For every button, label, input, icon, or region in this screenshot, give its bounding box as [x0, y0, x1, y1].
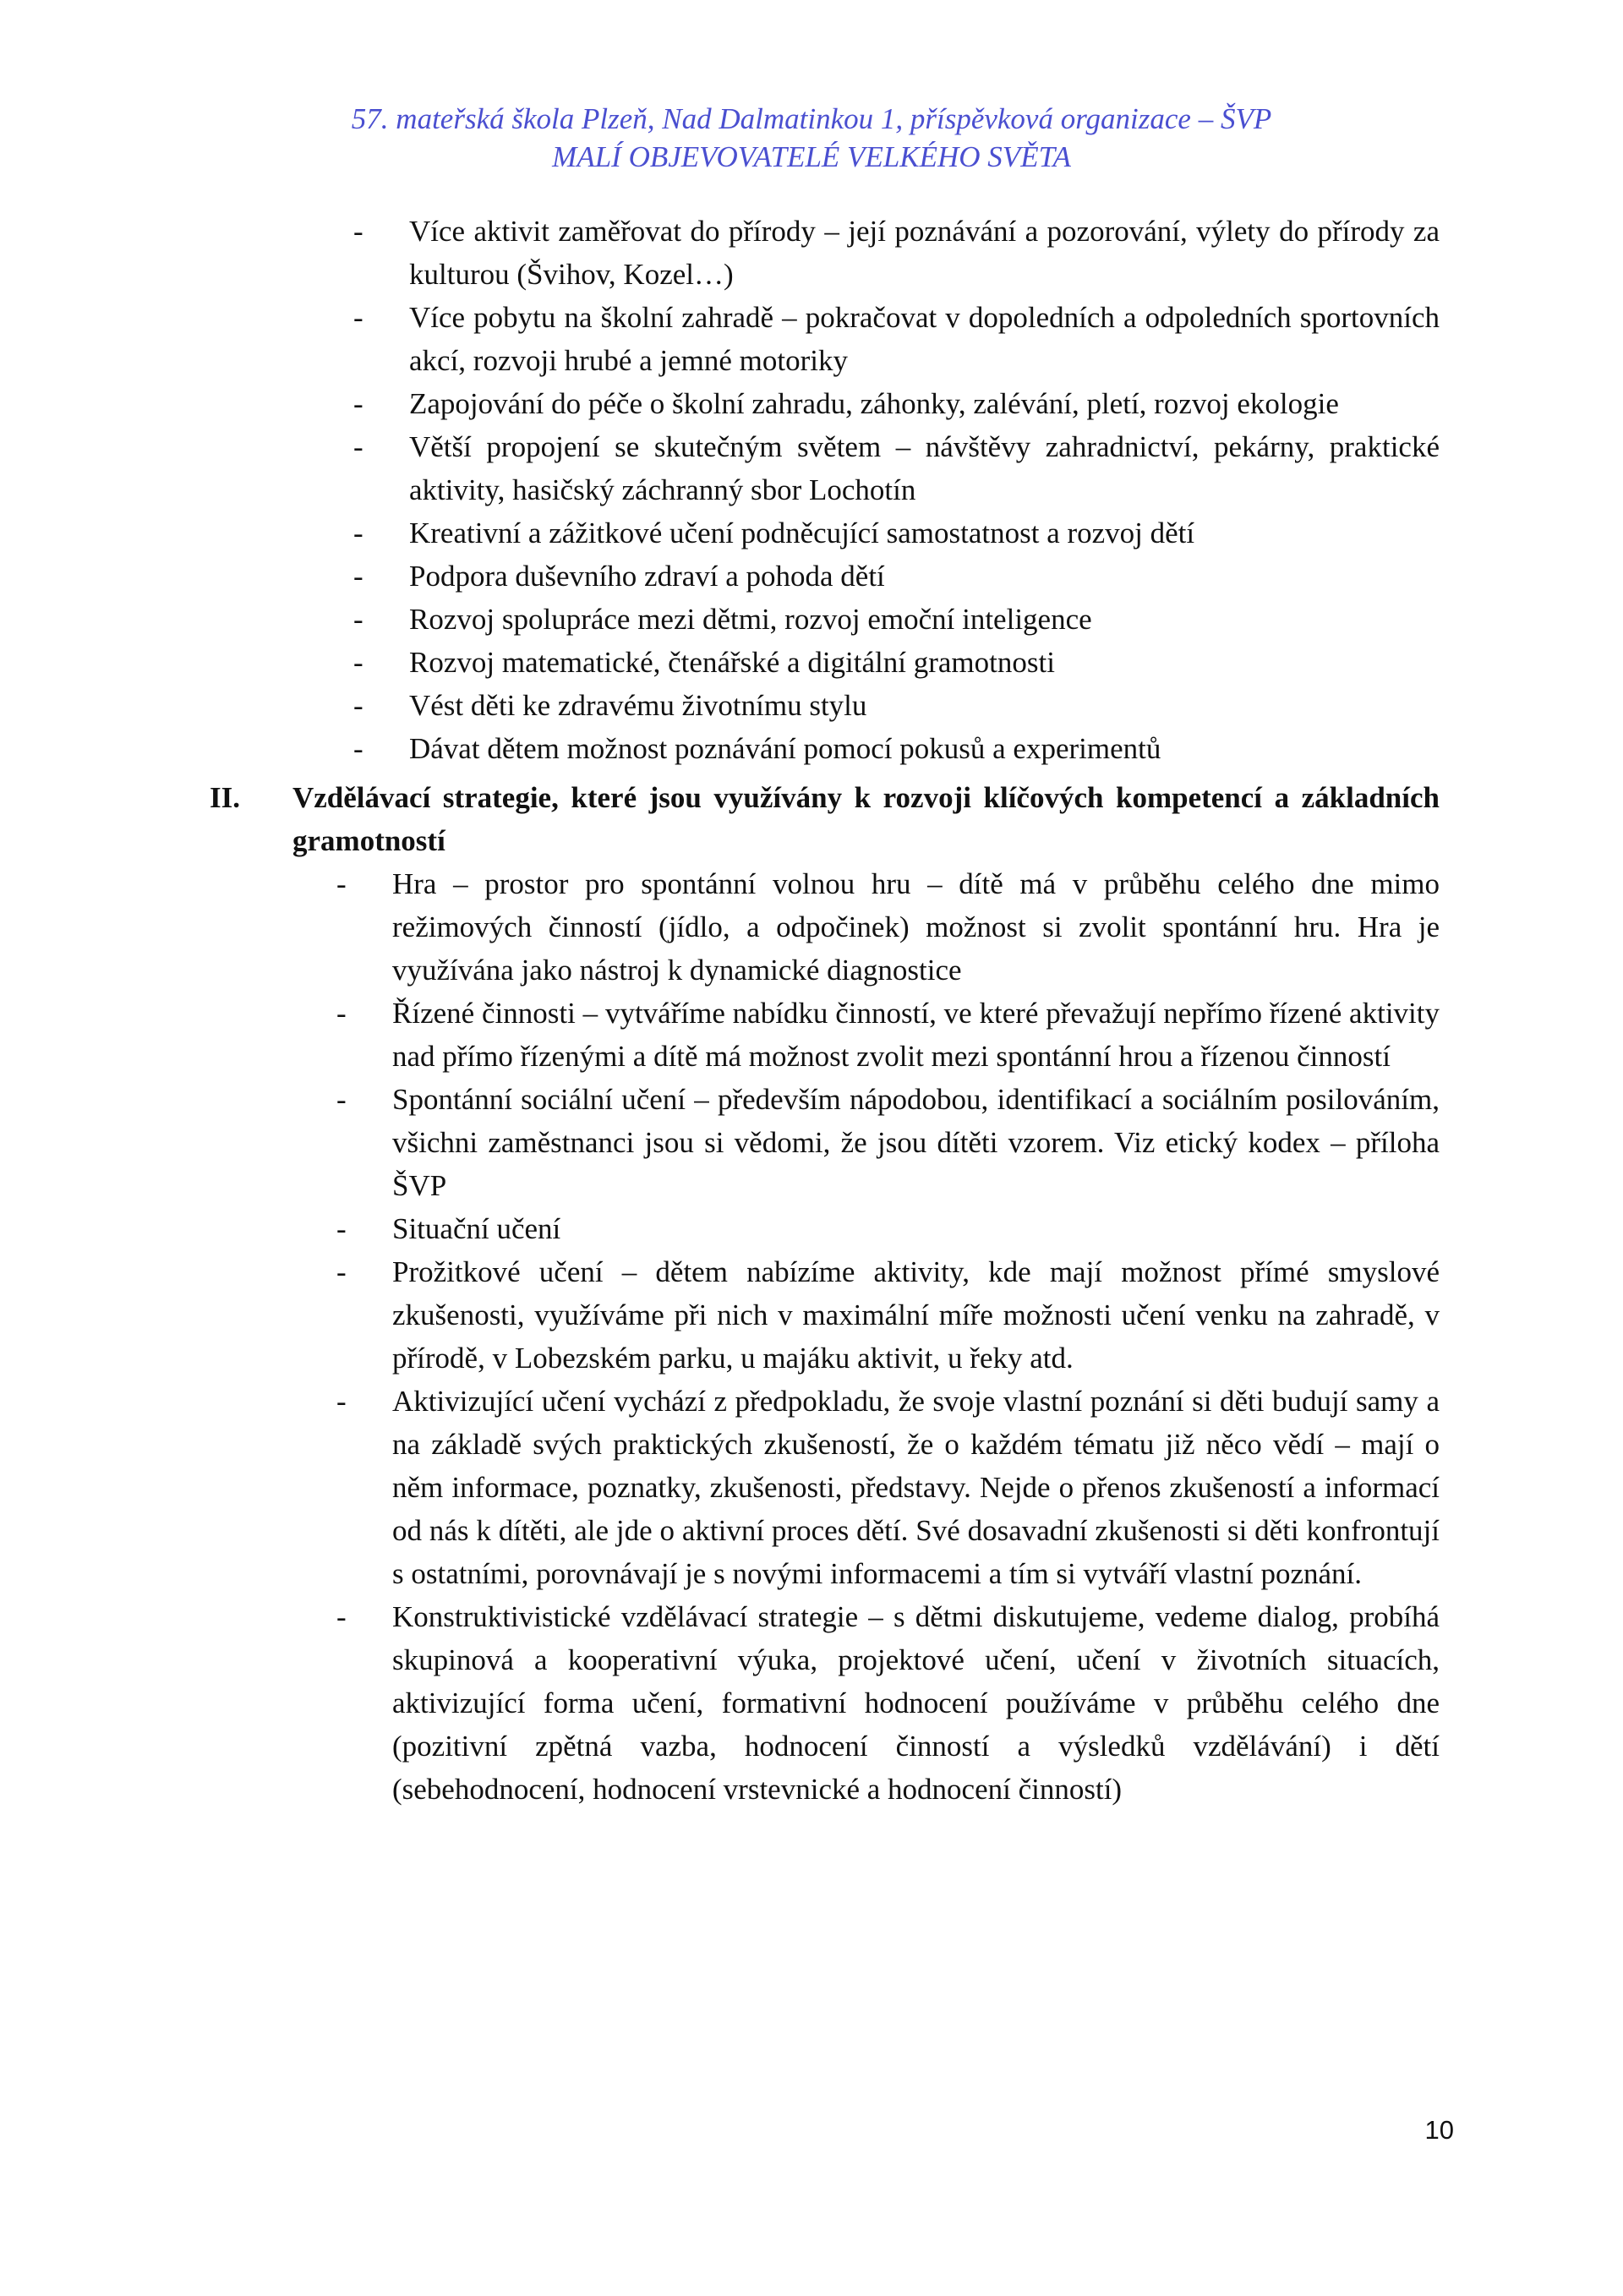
list-bullet: -: [336, 867, 347, 900]
list-item: [353, 210, 1440, 296]
list-item: [353, 684, 1440, 727]
list-item-text: Konstruktivistické vzdělávací strategie – s dětmi diskutujeme, vedeme dialog, probíhá skupinová a kooperativní výuka, projektové učení, učení v životních situacích, aktivizující forma učení, formativní hodnocení používáme v průběhu celého dne (pozitivní zpětná vazba, hodnocení činností a výsledků vzdělávání) i dětí (sebehodnocení, hodnocení vrstevnické a hodnocení činností): [392, 1600, 1440, 1806]
header-program-title: MALÍ OBJEVOVATELÉ VELKÉHO SVĚTA: [552, 140, 1071, 173]
list-item-text: Rozvoj spolupráce mezi dětmi, rozvoj emoční inteligence: [409, 603, 1092, 636]
list-item: [353, 727, 1440, 770]
page-number: 10: [1424, 2115, 1454, 2145]
list-item: [353, 555, 1440, 598]
list-bullet: -: [353, 430, 363, 463]
list-bullet: -: [336, 1083, 347, 1116]
list-bullet: -: [353, 603, 363, 636]
header-school-name: 57. mateřská škola Plzeň, Nad Dalmatinkou 1, příspěvková organizace – ŠVP: [351, 102, 1272, 135]
list-bullet: -: [353, 301, 363, 334]
list-bullet: -: [353, 387, 363, 420]
list-bullet: -: [336, 1600, 347, 1633]
list-item-text: Rozvoj matematické, čtenářské a digitální gramotnosti: [409, 646, 1055, 679]
section-title: Vzdělávací strategie, které jsou využívány k rozvoji klíčových kompetencí a základních gramotností: [292, 781, 1440, 857]
list-item-text: Kreativní a zážitkové učení podněcující samostatnost a rozvoj dětí: [409, 517, 1195, 549]
list-bullet: -: [353, 732, 363, 765]
list-item-text: Zapojování do péče o školní zahradu, záhonky, zalévání, pletí, rozvoj ekologie: [409, 387, 1339, 420]
priorities-list: [353, 210, 1440, 770]
list-item-text: Podpora duševního zdraví a pohoda dětí: [409, 560, 885, 593]
list-item: [336, 1207, 1440, 1250]
list-item: [353, 382, 1440, 425]
list-item-text: Situační učení: [392, 1212, 561, 1245]
list-item-text: Větší propojení se skutečným světem – návštěvy zahradnictví, pekárny, praktické aktivity, hasičský záchranný sbor Lochotín: [409, 430, 1440, 506]
list-item: [336, 1078, 1440, 1207]
list-item: [336, 1380, 1440, 1595]
list-item-text: Řízené činnosti – vytváříme nabídku činností, ve které převažují nepřímo řízené aktivity nad přímo řízenými a dítě má možnost zvolit mezi spontánní hrou a řízenou činností: [392, 997, 1440, 1073]
list-bullet: -: [353, 215, 363, 248]
list-item: [336, 992, 1440, 1078]
list-item-text: Více pobytu na školní zahradě – pokračovat v dopoledních a odpoledních sportovních akcí, rozvoji hrubé a jemné motoriky: [409, 301, 1440, 377]
list-bullet: -: [336, 1212, 347, 1245]
list-item-text: Prožitkové učení – dětem nabízíme aktivity, kde mají možnost přímé smyslové zkušenosti, využíváme při nich v maximální míře možnosti učení venku na zahradě, v přírodě, v Lobezském parku, u majáku aktivit, u řeky atd.: [392, 1255, 1440, 1375]
list-bullet: -: [353, 517, 363, 549]
list-item: [336, 1250, 1440, 1380]
list-item: [353, 598, 1440, 641]
list-item: [336, 1595, 1440, 1811]
list-item-text: Hra – prostor pro spontánní volnou hru – dítě má v průběhu celého dne mimo režimových činností (jídlo, a odpočinek) možnost si zvolit spontánní hru. Hra je využívána jako nástroj k dynamické diagnostice: [392, 867, 1440, 987]
list-item: [353, 425, 1440, 511]
section-heading: [210, 776, 1440, 862]
section-number: II.: [210, 781, 240, 814]
list-bullet: -: [353, 646, 363, 679]
list-item-text: Více aktivit zaměřovat do přírody – její poznávání a pozorování, výlety do přírody za kulturou (Švihov, Kozel…): [409, 215, 1440, 291]
list-item-text: Vést děti ke zdravému životnímu stylu: [409, 689, 867, 722]
list-item-text: Dávat dětem možnost poznávání pomocí pokusů a experimentů: [409, 732, 1161, 765]
list-bullet: -: [336, 1255, 347, 1288]
list-bullet: -: [353, 560, 363, 593]
page-header: [0, 100, 1623, 176]
strategies-list: [336, 862, 1440, 1811]
list-bullet: -: [336, 1385, 347, 1418]
list-bullet: -: [353, 689, 363, 722]
list-item: [353, 511, 1440, 555]
list-item-text: Aktivizující učení vychází z předpokladu, že svoje vlastní poznání si děti budují samy a na základě svých praktických zkušeností, že o každém tématu již něco vědí – mají o něm informace, poznatky, zkušenosti, představy. Nejde o přenos zkušeností a informací od nás k dítěti, ale jde o aktivní proces dětí. Své dosavadní zkušenosti si děti konfrontují s ostatními, porovnávají je s novými informacemi a tím si vytváří vlastní poznání.: [392, 1385, 1440, 1590]
list-item-text: Spontánní sociální učení – především nápodobou, identifikací a sociálním posilováním, všichni zaměstnanci jsou si vědomi, že jsou dítěti vzorem. Viz etický kodex – příloha ŠVP: [392, 1083, 1440, 1202]
list-bullet: -: [336, 997, 347, 1030]
list-item: [336, 862, 1440, 992]
list-item: [353, 641, 1440, 684]
list-item: [353, 296, 1440, 382]
